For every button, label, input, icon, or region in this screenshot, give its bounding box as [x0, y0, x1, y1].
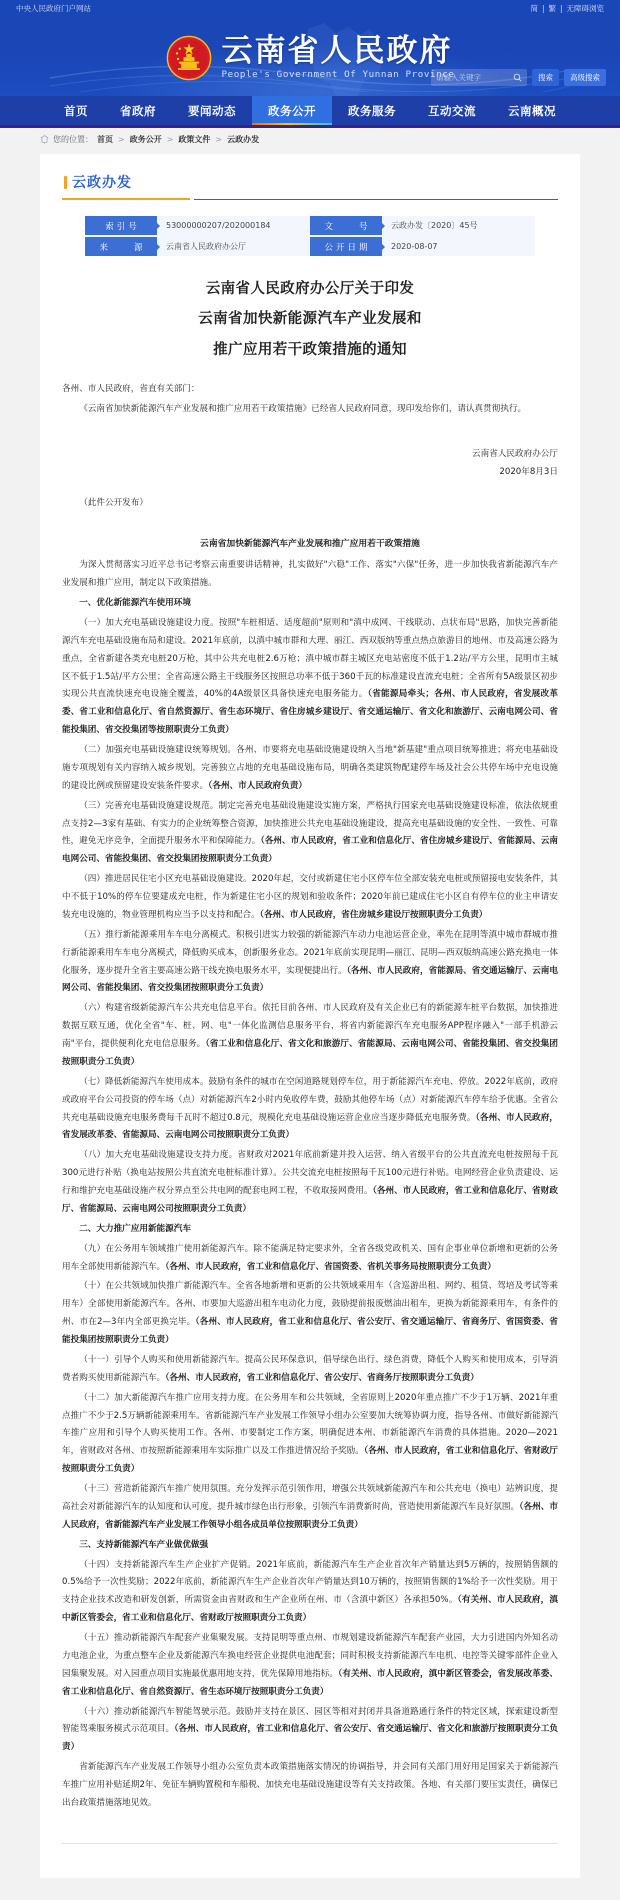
meta-value-publish-date: 2020-08-07 [391, 242, 438, 251]
policy-item-responsible-units: （各州、市人民政府，省工业和信息化厅、省住房城乡建设厅、省能源局、云南电网公司、省能投集团、省交投集团按照职责分工负责） [62, 836, 558, 865]
policy-item [62, 1147, 558, 1219]
policy-item-text: （十二）加大新能源汽车推广应用支持力度。在公务用车和公共领域，全省原则上2020年重点推广不少于1万辆、2021年重点推广不少于2.5万辆新能源乘用车。省新能源汽车产业发展工作领导小组办公室要加大统筹协调力度，指导各州、市做好新能源汽车推广应用和引导个人购买使用工作。各州、市要制定工作方案，明确促进本州、市新能源汽车消费的具体措施。2020—2021年，省财政对各州、市按照新能源乘用车实际推广以及工作推进情况给予奖励。 [62, 1392, 558, 1457]
policy-item [62, 798, 558, 870]
breadcrumb [40, 134, 580, 145]
policy-sections [62, 595, 558, 1757]
breadcrumb-item-home[interactable]: 首页 [97, 135, 113, 144]
search-box[interactable] [431, 69, 527, 86]
policy-item-text: （十四）支持新能源汽车生产企业扩产促销。2021年底前，新能源汽车生产企业首次年产销量达到5万辆的，按照销售额的0.5%给予一次性奖励；2022年底前，新能源汽车生产企业首次年产销量达到10万辆的，按照销售额的1%给予一次性奖励。用于支持企业技术改造和研发创新，所需资金由省财政和生产企业所在州、市（含滇中新区）各承担50%。 [62, 1559, 558, 1606]
document-title-line-1: 云南省人民政府办公厅关于印发 [205, 281, 415, 297]
lang-simplified-link[interactable]: 简 [530, 3, 538, 13]
column-header [62, 168, 558, 198]
policy-item [62, 871, 558, 925]
top-utility-bar [0, 0, 620, 17]
policy-item-responsible-units: （各州、市人民政府负责） [208, 780, 307, 791]
policy-item-text: （十三）营造新能源汽车推广使用氛围。充分发挥示范引领作用，增强公共领域新能源汽车和公共充电（换电）站辨识度，提高社会对新能源汽车的认知度和认可度，提升城市绿色出行形象，引领汽车消费新时尚，营造使用新能源汽车良好氛围。 [62, 1484, 558, 1512]
policy-item-text: （三）完善充电基础设施建设规范。制定完善充电基础设施建设实施方案，严格执行国家充电基础设施建设标准，依法依规重点支持2—3家有基础、有实力的企业统筹整合资源，加快推进公共充电基础设施建设，提高充电基础设施的安全性、一致性、可靠性，避免无序竞争，全面提升服务水平和保障能力。 [62, 800, 558, 847]
policy-item-responsible-units: （各州、市人民政府，省住房城乡建设厅按照职责分工负责） [259, 909, 488, 920]
policy-item [62, 1074, 558, 1146]
policy-preamble: 为深入贯彻落实习近平总书记考察云南重要讲话精神，扎实做好"六稳"工作、落实"六保"任务，进一步加快我省新能源汽车产业发展和推广应用，制定以下政策措施。 [62, 560, 558, 589]
site-title-cn: 云南省人民政府 [221, 33, 453, 70]
search-button[interactable]: 搜索 [532, 69, 559, 86]
signature-date: 2020年8月3日 [499, 467, 558, 478]
policy-item-responsible-units: （有关州、市人民政府，滇中新区管委会，省工业和信息化厅、省财政厅按照职责分工负责） [62, 1595, 559, 1624]
policy-item-responsible-units: （各州、市人民政府，省工业和信息化厅、省公安厅、省交通运输厅、省商务厅、省国资委、省能投集团按照职责分工负责） [62, 1317, 558, 1346]
signature-org: 云南省人民政府办公厅 [472, 449, 558, 460]
policy-item-text: （二）加强充电基础设施建设统筹规划。各州、市要将充电基础设施建设纳入当地"新基建"重点项目统筹推进；将充电基础设施专项规划有关内容纳入城乡规划，完善独立占地的充电基础设施布局，明确各类建筑物配建停车场及社会公共停车场中充电设施的建设比例或预留建设安装条件要求。 [62, 745, 558, 791]
site-title-en: People's Government Of Yunnan Province [221, 68, 455, 80]
document-title [62, 274, 558, 365]
policy-item-responsible-units: （各州、市人民政府，省工业和信息化厅、省国资委、省机关事务局按照职责分工负责） [165, 1261, 496, 1272]
central-gov-portal-link[interactable]: 中央人民政府门户网站 [16, 3, 91, 13]
policy-item-text: （八）加大充电基础设施建设支持力度。省财政对2021年底前新建并投入运营、纳入省级平台的公共直流充电桩按照每千瓦300元进行补贴（换电站按照公共直流充电桩标准计算）。公共交流充电桩按照每千瓦100元进行补贴。电网经营企业负责建设、运行和维护充电基础设施产权分界点至公共电网的配套电网工程，不收取接网费用。 [62, 1150, 558, 1197]
policy-item-text: （五）推行新能源乘用车车电分离模式。积极引进实力较强的新能源汽车动力电池运营企业，率先在昆明等滇中城市群城市推行新能源乘用车车电分离模式，降低购买成本，创新服务业态。2021年底前实现昆明—丽江、昆明—西双版纳高速公路充换电一体化服务，逐步提升全省主要高速公路干线充换电服务水平，实现便捷出行。 [62, 929, 558, 976]
breadcrumb-item-disclosure[interactable]: 政务公开 [129, 135, 162, 144]
national-emblem-icon [166, 35, 212, 81]
policy-item [62, 742, 558, 796]
policy-item-text: （十一）引导个人购买和使用新能源汽车。提高公民环保意识，倡导绿色出行、绿色消费，降低个人购买和使用成本，引导消费者购买使用新能源汽车。 [62, 1354, 558, 1383]
column-accent-bar [64, 176, 67, 189]
column-title: 云政办发 [72, 175, 132, 191]
policy-item-responsible-units: （省工业和信息化厅、省文化和旅游厅、省能源局、云南电网公司、省能投集团、省交投集团按照职责分工负责） [62, 1039, 558, 1067]
meta-key-source: 来 源 [85, 237, 157, 256]
meta-value-source: 云南省人民政府办公厅 [166, 242, 246, 251]
column-divider [62, 198, 558, 200]
policy-section-heading: 三、支持新能源汽车产业做优做强 [79, 1539, 209, 1550]
policy-item [62, 1278, 558, 1350]
publish-note: （此件公开发布） [79, 498, 148, 509]
document-intro: 《云南省加快新能源汽车产业发展和推广应用若干政策措施》已经省人民政府同意，现印发给你们，请认真贯彻执行。 [79, 404, 527, 415]
policy-section-heading: 二、大力推广应用新能源汽车 [79, 1223, 191, 1234]
meta-key-publish-date: 公开日期 [310, 237, 382, 256]
policy-item-responsible-units: （各州、市人民政府，省新能源汽车产业发展工作领导小组各成员单位按照职责分工负责） [62, 1501, 558, 1530]
policy-item [62, 1000, 558, 1072]
breadcrumb-sep-2: > [166, 135, 174, 144]
document-body [62, 381, 558, 1844]
document-recipient: 各州、市人民政府，省直有关部门： [62, 384, 200, 395]
breadcrumb-sep-1: > [118, 135, 125, 144]
nav-item-provincial-government[interactable]: 省政府 [120, 103, 156, 118]
policy-item-responsible-units: （有关州、市人民政府，滇中新区管委会，省发展改革委、省工业和信息化厅、省自然资源厅、省生态环境厅按照职责分工负责） [62, 1668, 558, 1697]
nav-item-interaction[interactable]: 互动交流 [428, 103, 476, 118]
policy-item-responsible-units: （各州、市人民政府，省工业和信息化厅、省公安厅、省交通运输厅、省文化和旅游厅按照职责分工负责） [62, 1724, 558, 1753]
policy-item [62, 1352, 558, 1388]
policy-item [62, 927, 558, 999]
policy-subtitle: 云南省加快新能源汽车产业发展和推广应用若干政策措施 [200, 539, 420, 550]
policy-item-responsible-units: （各州、市人民政府，省工业和信息化厅、省财政厅、省能源局、云南电网公司按照职责分工负责） [62, 1186, 558, 1214]
document-closing: 省新能源汽车产业发展工作领导小组办公室负责本政策措施落实情况的协调指导，并会同有关部门用好用足国家关于新能源汽车推广应用补贴延期2年、免征车辆购置税和车船税、加快充电基础设施建设等有关支持政策。各地、有关部门要压实责任，确保已出台政策措施落地见效。 [62, 1762, 558, 1808]
policy-item-text: （六）构建省级新能源汽车公共充电信息平台。依托目前各州、市人民政府及有关企业已有的新能源车桩平台数据，加快推进数据互联互通，优化全省"车、桩、网、电"一体化监测信息服务平台，将省内新能源汽车充电服务APP程序融入"一部手机游云南"平台，提供便利化充电信息服务。 [62, 1003, 558, 1050]
breadcrumb-wrapper [0, 125, 620, 154]
lang-traditional-link[interactable]: 繁 [548, 3, 556, 13]
policy-item [62, 1241, 558, 1277]
document-signature [62, 445, 558, 481]
meta-key-index: 索引号 [85, 216, 157, 235]
policy-item-text: （四）推进居民住宅小区充电基础设施建设。2020年起，交付或新建住宅小区停车位全部安装充电桩或预留接电安装条件，其中不低于10%的停车位要建成充电桩，作为新建住宅小区的规划和验收条件；2020年前已建成住宅小区自有停车位的业主申请安装充电设施的，物业管理机构应当予以支持和配合。 [62, 874, 558, 920]
nav-item-news[interactable]: 要闻动态 [188, 103, 236, 118]
breadcrumb-item-policy-documents[interactable]: 政策文件 [178, 135, 211, 144]
policy-item [62, 1557, 558, 1629]
divider-blue [194, 199, 558, 200]
advanced-search-button[interactable]: 高级搜索 [564, 69, 606, 86]
top-separator-1: | [541, 3, 545, 13]
policy-item-text: （九）在公务用车领域推广使用新能源汽车。除不能满足特定要求外，全省各级党政机关、国有企事业单位新增和更新的公务用车全部使用新能源汽车。 [62, 1243, 558, 1272]
nav-item-home[interactable]: 首页 [64, 103, 88, 118]
policy-item [62, 1390, 558, 1479]
policy-item-text: （一）加大充电基础设施建设力度。按照"车桩相适、适度超前"原则和"滇中成网、干线联动、点状布局"思路，加快完善新能源汽车充电基础设施布局和建设。2021年底前，以滇中城市群和大理、丽江、西双版纳等重点热点旅游目的地州、市及高速公路为重点，全省新建各类充电桩20万枪，其中公共充电桩2.6万枪；滇中城市群主城区充电站密度不低于1.2站/平方公里，昆明市主城区不低于1.5站/平方公里；全省高速公路主干线服务区按照总功率不低于360千瓦的标准建设直流充电桩；全省所有5A级景区初步实现公共直流快速充电设施全覆盖，40%的4A级景区具备快速充电服务能力。 [62, 617, 558, 700]
location-pin-icon [40, 135, 49, 144]
nav-item-government-affairs-disclosure[interactable]: 政务公开 [252, 96, 332, 125]
nav-bottom-accent [0, 125, 620, 128]
policy-section-heading: 一、优化新能源汽车使用环境 [79, 598, 191, 609]
policy-item-text: （十五）推动新能源汽车配套产业集聚发展。支持昆明等重点州、市规划建设新能源汽车配套产业园，大力引进国内外知名动力电池企业，为重点整车企业及新能源汽车换电经营企业提供电池配套；同时积极支持新能源汽车电机、电控等关键零部件企业入园集聚发展。对入园重点项目实施最优惠用地支持，优先保障用地指标。 [62, 1633, 558, 1679]
nav-item-government-services[interactable]: 政务服务 [348, 103, 396, 118]
policy-item-text: （七）降低新能源汽车使用成本。鼓励有条件的城市在空闲道路规划停车位，用于新能源汽车充电、停放。2022年底前，政府或政府平台公司投资的停车场（点）对新能源汽车2小时内免收停车费，鼓励其他停车场（点）对新能源汽车停车给予优惠。全省公共充电基础设施充电服务费每千瓦时不超过0.8元，规模化充电基础设施运营企业应当逐步降低充电服务费。 [62, 1076, 558, 1123]
policy-item-text: （十）在公共领域加快推广新能源汽车。全省各地新增和更新的公共领域乘用车（含巡游出租、网约、租赁、驾培及考试等乘用车）全部使用新能源汽车。各州、市要加大巡游出租车电动化力度，鼓励提前报废燃油出租车，更换为新能源乘用车，有条件的州、市在2—3年内全部更换完毕。 [62, 1281, 558, 1328]
policy-item-responsible-units: （各州、市人民政府，省能源局、省交通运输厅、云南电网公司、省能投集团、省交投集团按照职责分工负责） [62, 965, 558, 994]
content-card [40, 154, 580, 1878]
policy-item-responsible-units: （省能源局牵头；各州、市人民政府，省发展改革委、省工业和信息化厅、省自然资源厅、省生态环境厅、省住房城乡建设厅、省交通运输厅、省文化和旅游厅、云南电网公司、省能投集团、省交投集团等按照职责分工负责） [62, 689, 558, 736]
document-tail-divider [62, 1843, 558, 1844]
policy-item [62, 1481, 558, 1535]
meta-value-index: 53000000207/202000184 [166, 221, 271, 230]
accessibility-link[interactable]: 无障碍浏览 [566, 3, 604, 13]
main-navigation [0, 96, 620, 125]
document-title-line-2: 云南省加快新能源汽车产业发展和 [198, 311, 422, 328]
top-right-links [530, 5, 604, 13]
meta-value-doc-number: 云政办发〔2020〕45号 [391, 221, 478, 230]
policy-item [62, 1630, 558, 1702]
document-meta-table [85, 216, 535, 256]
breadcrumb-sep-3: > [215, 135, 223, 144]
policy-item-responsible-units: （各州、市人民政府，省工业和信息化厅、省财政厅按照职责分工负责） [62, 1446, 558, 1475]
site-banner [0, 17, 620, 96]
breadcrumb-item-current[interactable]: 云政办发 [227, 135, 260, 144]
policy-item-text: （十六）推动新能源汽车智能驾驶示范。鼓励并支持在景区、园区等相对封闭并具备道路通行条件的特定区域，探索建设新型智能驾乘服务模式示范项目。 [62, 1706, 558, 1735]
search-input[interactable] [436, 73, 510, 82]
site-titles [222, 35, 455, 80]
search-icon[interactable] [513, 73, 522, 82]
top-separator-2: | [559, 3, 563, 13]
policy-item [62, 1704, 558, 1758]
divider-orange [62, 198, 190, 200]
policy-item-responsible-units: （各州、市人民政府，省发展改革委、省能源局、云南电网公司按照职责分工负责） [62, 1112, 559, 1141]
meta-key-doc-number: 文 号 [310, 216, 382, 235]
nav-item-yunnan-overview[interactable]: 云南概况 [508, 103, 556, 118]
breadcrumb-label: 您的位置： [53, 135, 93, 144]
search-cluster [431, 69, 606, 86]
policy-item-responsible-units: （各州、市人民政府，省工业和信息化厅、省公安厅、省商务厅按照职责分工负责） [165, 1372, 479, 1383]
policy-item [62, 615, 558, 740]
document-title-line-3: 推广应用若干政策措施的通知 [213, 341, 407, 358]
